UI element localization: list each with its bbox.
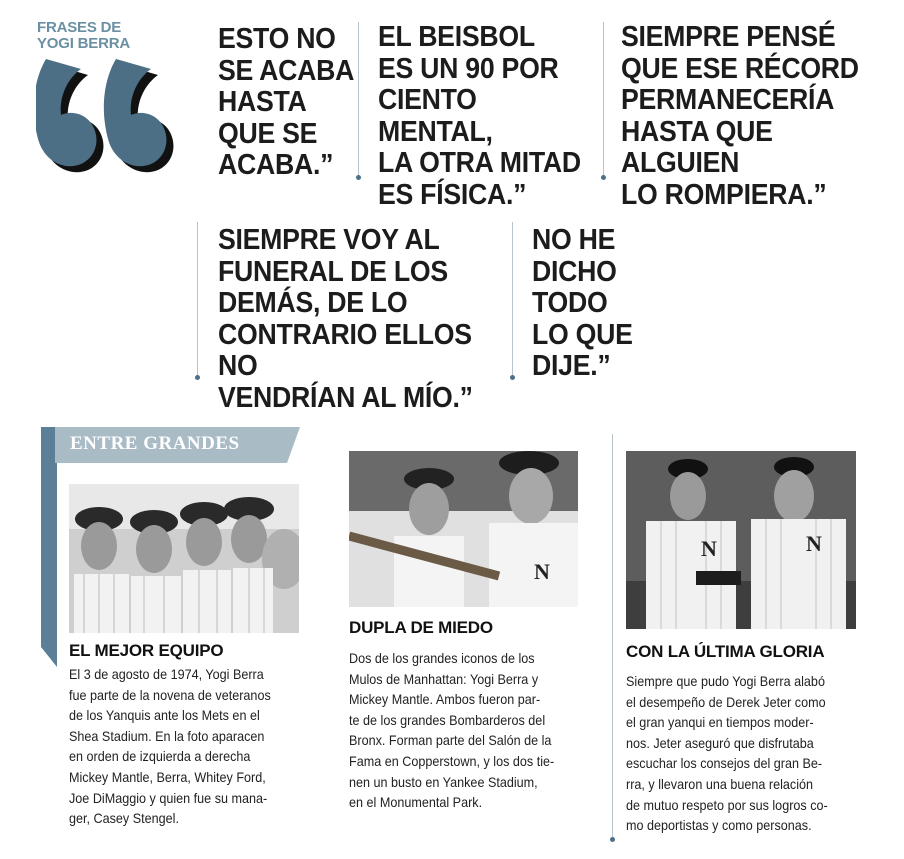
photo-berra-mantle	[349, 451, 578, 607]
divider-dot	[510, 375, 515, 380]
photo-veterans	[69, 484, 299, 633]
divider-dot	[610, 837, 615, 842]
divider	[512, 222, 513, 377]
divider	[603, 22, 604, 177]
divider	[358, 22, 359, 177]
quote-5: NO HE DICHO TODO LO QUE DIJE.”	[532, 224, 633, 382]
section-label: FRASES DE YOGI BERRA	[37, 19, 131, 52]
svg-text:N: N	[534, 559, 550, 584]
divider	[197, 222, 198, 377]
story-title: DUPLA DE MIEDO	[349, 618, 493, 637]
quotation-mark-icon	[36, 55, 186, 185]
quote-4: SIEMPRE VOY AL FUNERAL DE LOS DEMÁS, DE LO CONTRARIO ELLOS NO VENDRÍAN AL MÍO.”	[218, 224, 473, 414]
section-banner-label: ENTRE GRANDES	[70, 433, 240, 454]
story-body: Siempre que pudo Yogi Berra alabó el desempeño de Derek Jeter como el gran yanqui en tiempos moder- nos. Jeter aseguró que disfrutaba escuchar los consejos del gran Be- rra, y llevaron una buena relación de mutuo respeto por sus logros co- mo deportistas y como personas.	[626, 673, 828, 834]
section-side-strip	[41, 427, 57, 667]
svg-text:N: N	[701, 536, 717, 561]
story-title: EL MEJOR EQUIPO	[69, 641, 224, 660]
divider-dot	[195, 375, 200, 380]
story-body: El 3 de agosto de 1974, Yogi Berra fue parte de la novena de veteranos de los Yanquis ante los Mets en el Shea Stadium. En la foto aparacen en orden de izquierda a derecha Mickey Mantle, Berra, Whitey Ford, Joe DiMaggio y quien fue su mana- ger, Casey Stengel.	[69, 666, 271, 827]
quote-2: EL BEISBOL ES UN 90 POR CIENTO MENTAL, LA OTRA MITAD ES FÍSICA.”	[378, 21, 581, 211]
photo-jeter-berra	[626, 451, 856, 629]
story-body: Dos de los grandes iconos de los Mulos de Manhattan: Yogi Berra y Mickey Mantle. Ambos fueron par- te de los grandes Bombarderos del Bronx. Forman parte del Salón de la Fama en Copperstown, y los dos tie- nen un busto en Yankee Stadium, en el Monumental Park.	[349, 650, 555, 811]
divider-dot	[601, 175, 606, 180]
svg-text:N: N	[806, 531, 822, 556]
quote-1: ESTO NO SE ACABA HASTA QUE SE ACABA.”	[218, 23, 355, 181]
divider-dot	[356, 175, 361, 180]
divider	[612, 434, 613, 839]
quote-3: SIEMPRE PENSÉ QUE ESE RÉCORD PERMANECERÍA HASTA QUE ALGUIEN LO ROMPIERA.”	[621, 21, 859, 211]
story-title: CON LA ÚLTIMA GLORIA	[626, 642, 825, 661]
